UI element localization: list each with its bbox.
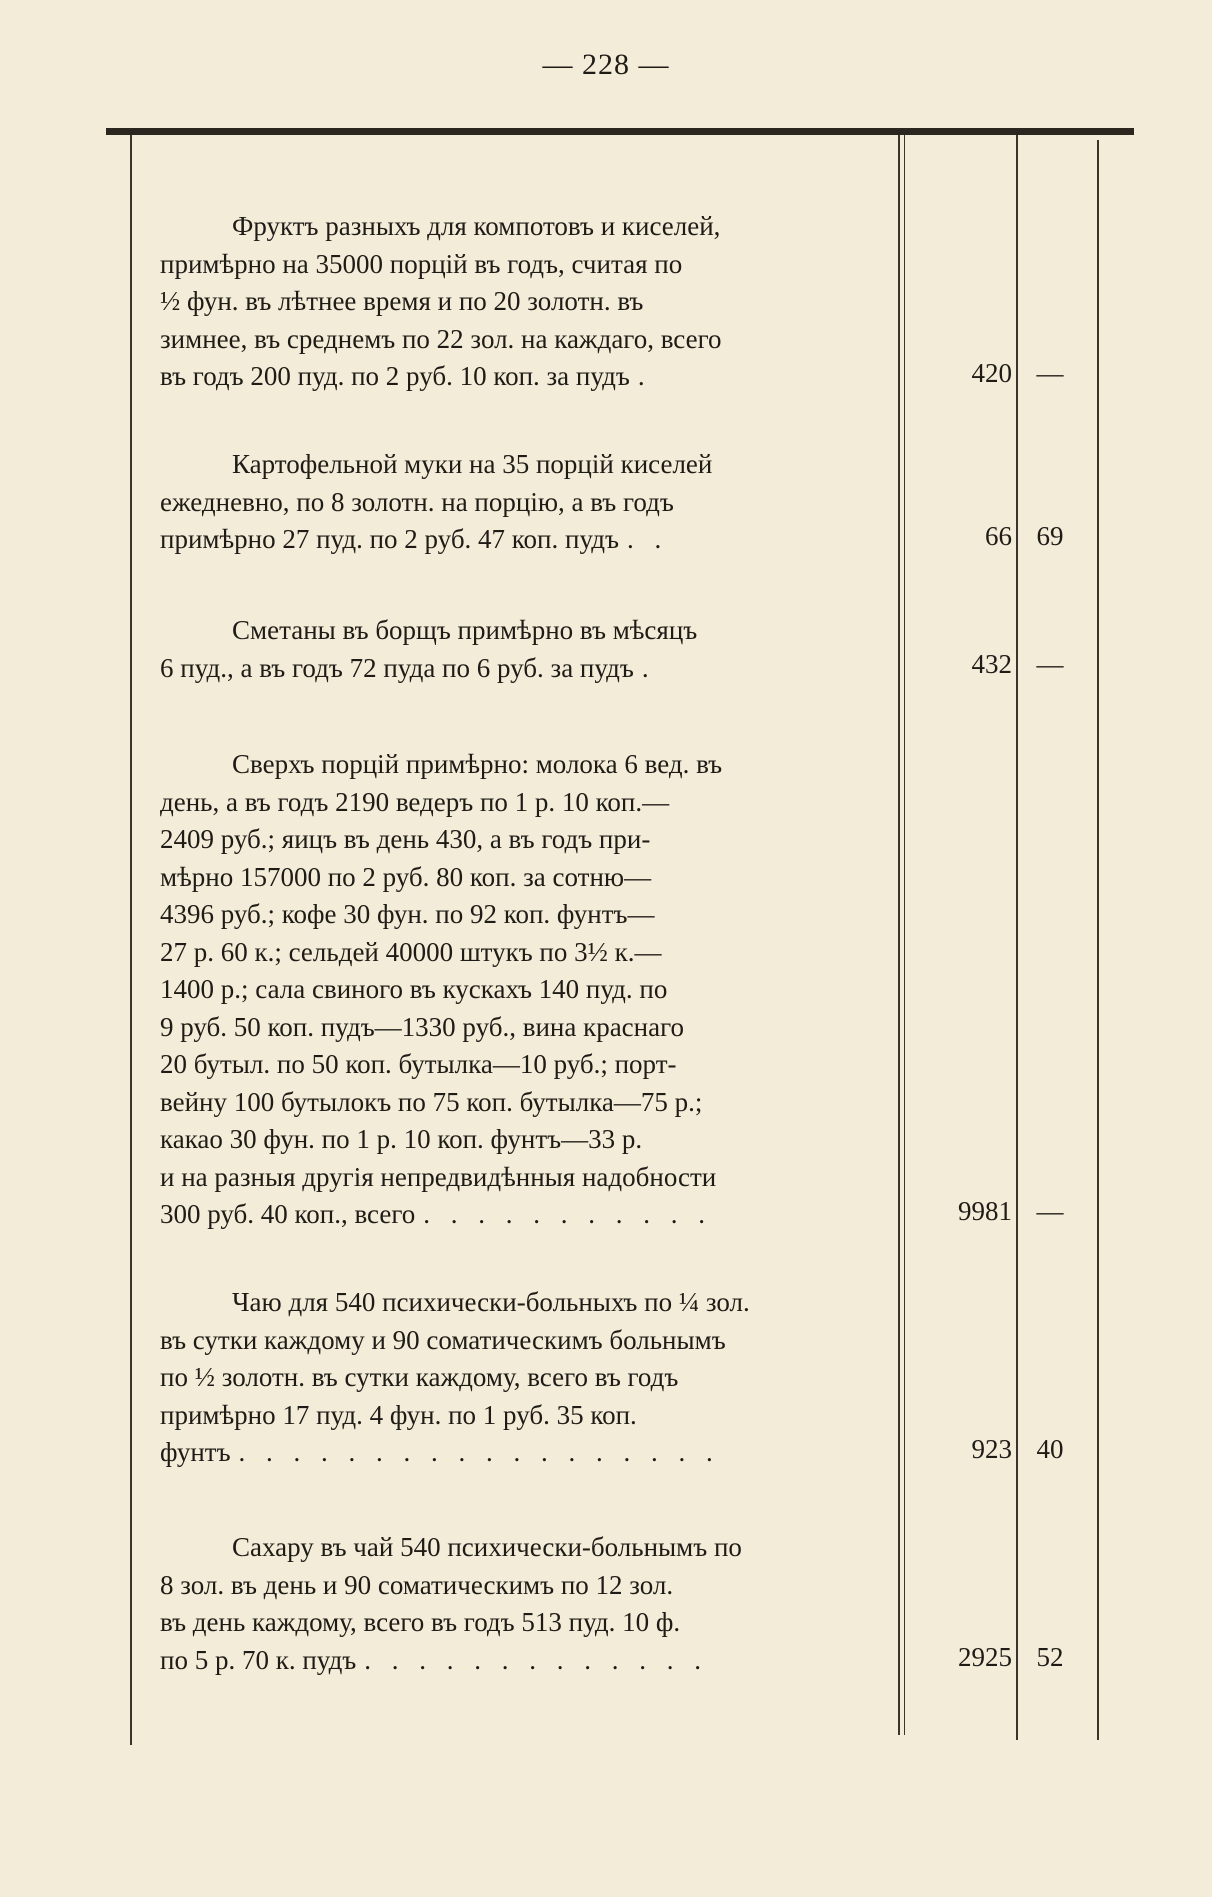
amount-rubles: 66: [985, 521, 1012, 551]
entry-last-line: фунтъ . . . . . . . . . . . . . . . . . .: [160, 1437, 720, 1467]
entry-potato-flour: [160, 446, 880, 559]
column-divider-kopecks: [1016, 135, 1018, 1740]
entry-line: примѣрно 17 пуд. 4 фун. по 1 руб. 35 коп.: [160, 1399, 637, 1430]
entry-last-line: по 5 р. 70 к. пудъ . . . . . . . . . . . . .: [160, 1644, 709, 1675]
entry-line: Сметаны въ борщъ примѣрно въ мѣсяцъ: [232, 615, 698, 645]
entry-line: въ сутки каждому и 90 соматическимъ больнымъ: [160, 1324, 726, 1355]
amount-rubles: 923: [971, 1434, 1012, 1464]
entry-line: 2409 руб.; яицъ въ день 430, а въ годъ при-: [160, 824, 651, 854]
entry-line: день, а въ годъ 2190 ведеръ по 1 р. 10 коп.—: [160, 786, 670, 817]
entry-tea: [160, 1284, 880, 1472]
amount-kopecks: 69: [1036, 521, 1064, 551]
column-divider-rubles-inner: [904, 135, 905, 1735]
table-border-right: [1097, 140, 1099, 1740]
entry-line: какао 30 фун. по 1 р. 10 коп. фунтъ—33 р.: [160, 1124, 643, 1154]
entry-line: Картофельной муки на 35 порцій киселей: [232, 449, 713, 479]
table-border-left: [130, 135, 132, 1745]
entry-line: 1400 р.; сала свиного въ кускахъ 140 пуд. по: [160, 974, 668, 1004]
entry-last-line: примѣрно 27 пуд. по 2 руб. 47 коп. пудъ . .: [160, 524, 669, 554]
entry-sour-cream: [160, 612, 880, 687]
entry-line: 4396 руб.; кофе 30 фун. по 92 коп. фунтъ—: [160, 899, 655, 929]
entry-line: 27 р. 60 к.; сельдей 40000 штукъ по 3½ к.—: [160, 936, 662, 967]
entry-line: по ½ золотн. въ сутки каждому, всего въ годъ: [160, 1362, 679, 1392]
amount-kopecks: 52: [1036, 1642, 1064, 1672]
entry-line: ½ фун. въ лѣтнее время и по 20 золотн. въ: [160, 286, 644, 316]
amount-rubles: 420: [971, 358, 1012, 388]
entry-last-line: 6 пуд., а въ годъ 72 пуда по 6 руб. за пудъ .: [160, 652, 656, 683]
entry-line: 8 зол. въ день и 90 соматическимъ по 12 зол.: [160, 1569, 674, 1600]
entry-extras: [160, 746, 880, 1234]
entry-line: Сверхъ порцій примѣрно: молока 6 вед. въ: [232, 749, 723, 779]
entry-line: примѣрно на 35000 порцій въ годъ, считая по: [160, 248, 683, 279]
entry-line: и на разныя другія непредвидѣнныя надобности: [160, 1161, 717, 1192]
entry-line: ежедневно, по 8 золотн. на порцію, а въ годъ: [160, 486, 674, 517]
amount-kopecks: —: [1036, 358, 1064, 388]
entry-line: 20 бутыл. по 50 коп. бутылка—10 руб.; порт-: [160, 1049, 677, 1079]
amount-kopecks: —: [1036, 1196, 1064, 1226]
entry-line: мѣрно 157000 по 2 руб. 80 коп. за сотню—: [160, 861, 652, 892]
entry-line: 9 руб. 50 коп. пудъ—1330 руб., вина краснаго: [160, 1011, 684, 1042]
entry-last-line: въ годъ 200 пуд. по 2 руб. 10 коп. за пудъ .: [160, 361, 652, 391]
entry-line: Фруктъ разныхъ для компотовъ и киселей,: [232, 211, 721, 241]
entry-line: Чаю для 540 психически-больныхъ по ¼ зол.: [232, 1287, 750, 1317]
entry-last-line: 300 руб. 40 коп., всего . . . . . . . . . . .: [160, 1199, 713, 1229]
amount-kopecks: —: [1036, 649, 1064, 679]
amount-kopecks: 40: [1036, 1434, 1064, 1464]
amount-rubles: 432: [971, 649, 1012, 679]
amount-rubles: 9981: [958, 1196, 1012, 1226]
column-divider-rubles: [898, 135, 900, 1735]
header-rule: [106, 128, 1134, 135]
entry-line: зимнее, въ среднемъ по 22 зол. на каждаго, всего: [160, 323, 722, 354]
entry-line: въ день каждому, всего въ годъ 513 пуд. 10 ф.: [160, 1607, 681, 1637]
entry-line: вейну 100 бутылокъ по 75 коп. бутылка—75 р.;: [160, 1086, 703, 1117]
amount-rubles: 2925: [958, 1642, 1012, 1672]
page-number: — 228 —: [542, 48, 670, 81]
entry-sugar: [160, 1529, 880, 1679]
entry-line: Сахару въ чай 540 психически-больнымъ по: [232, 1532, 742, 1562]
entry-fruit: [160, 208, 880, 396]
